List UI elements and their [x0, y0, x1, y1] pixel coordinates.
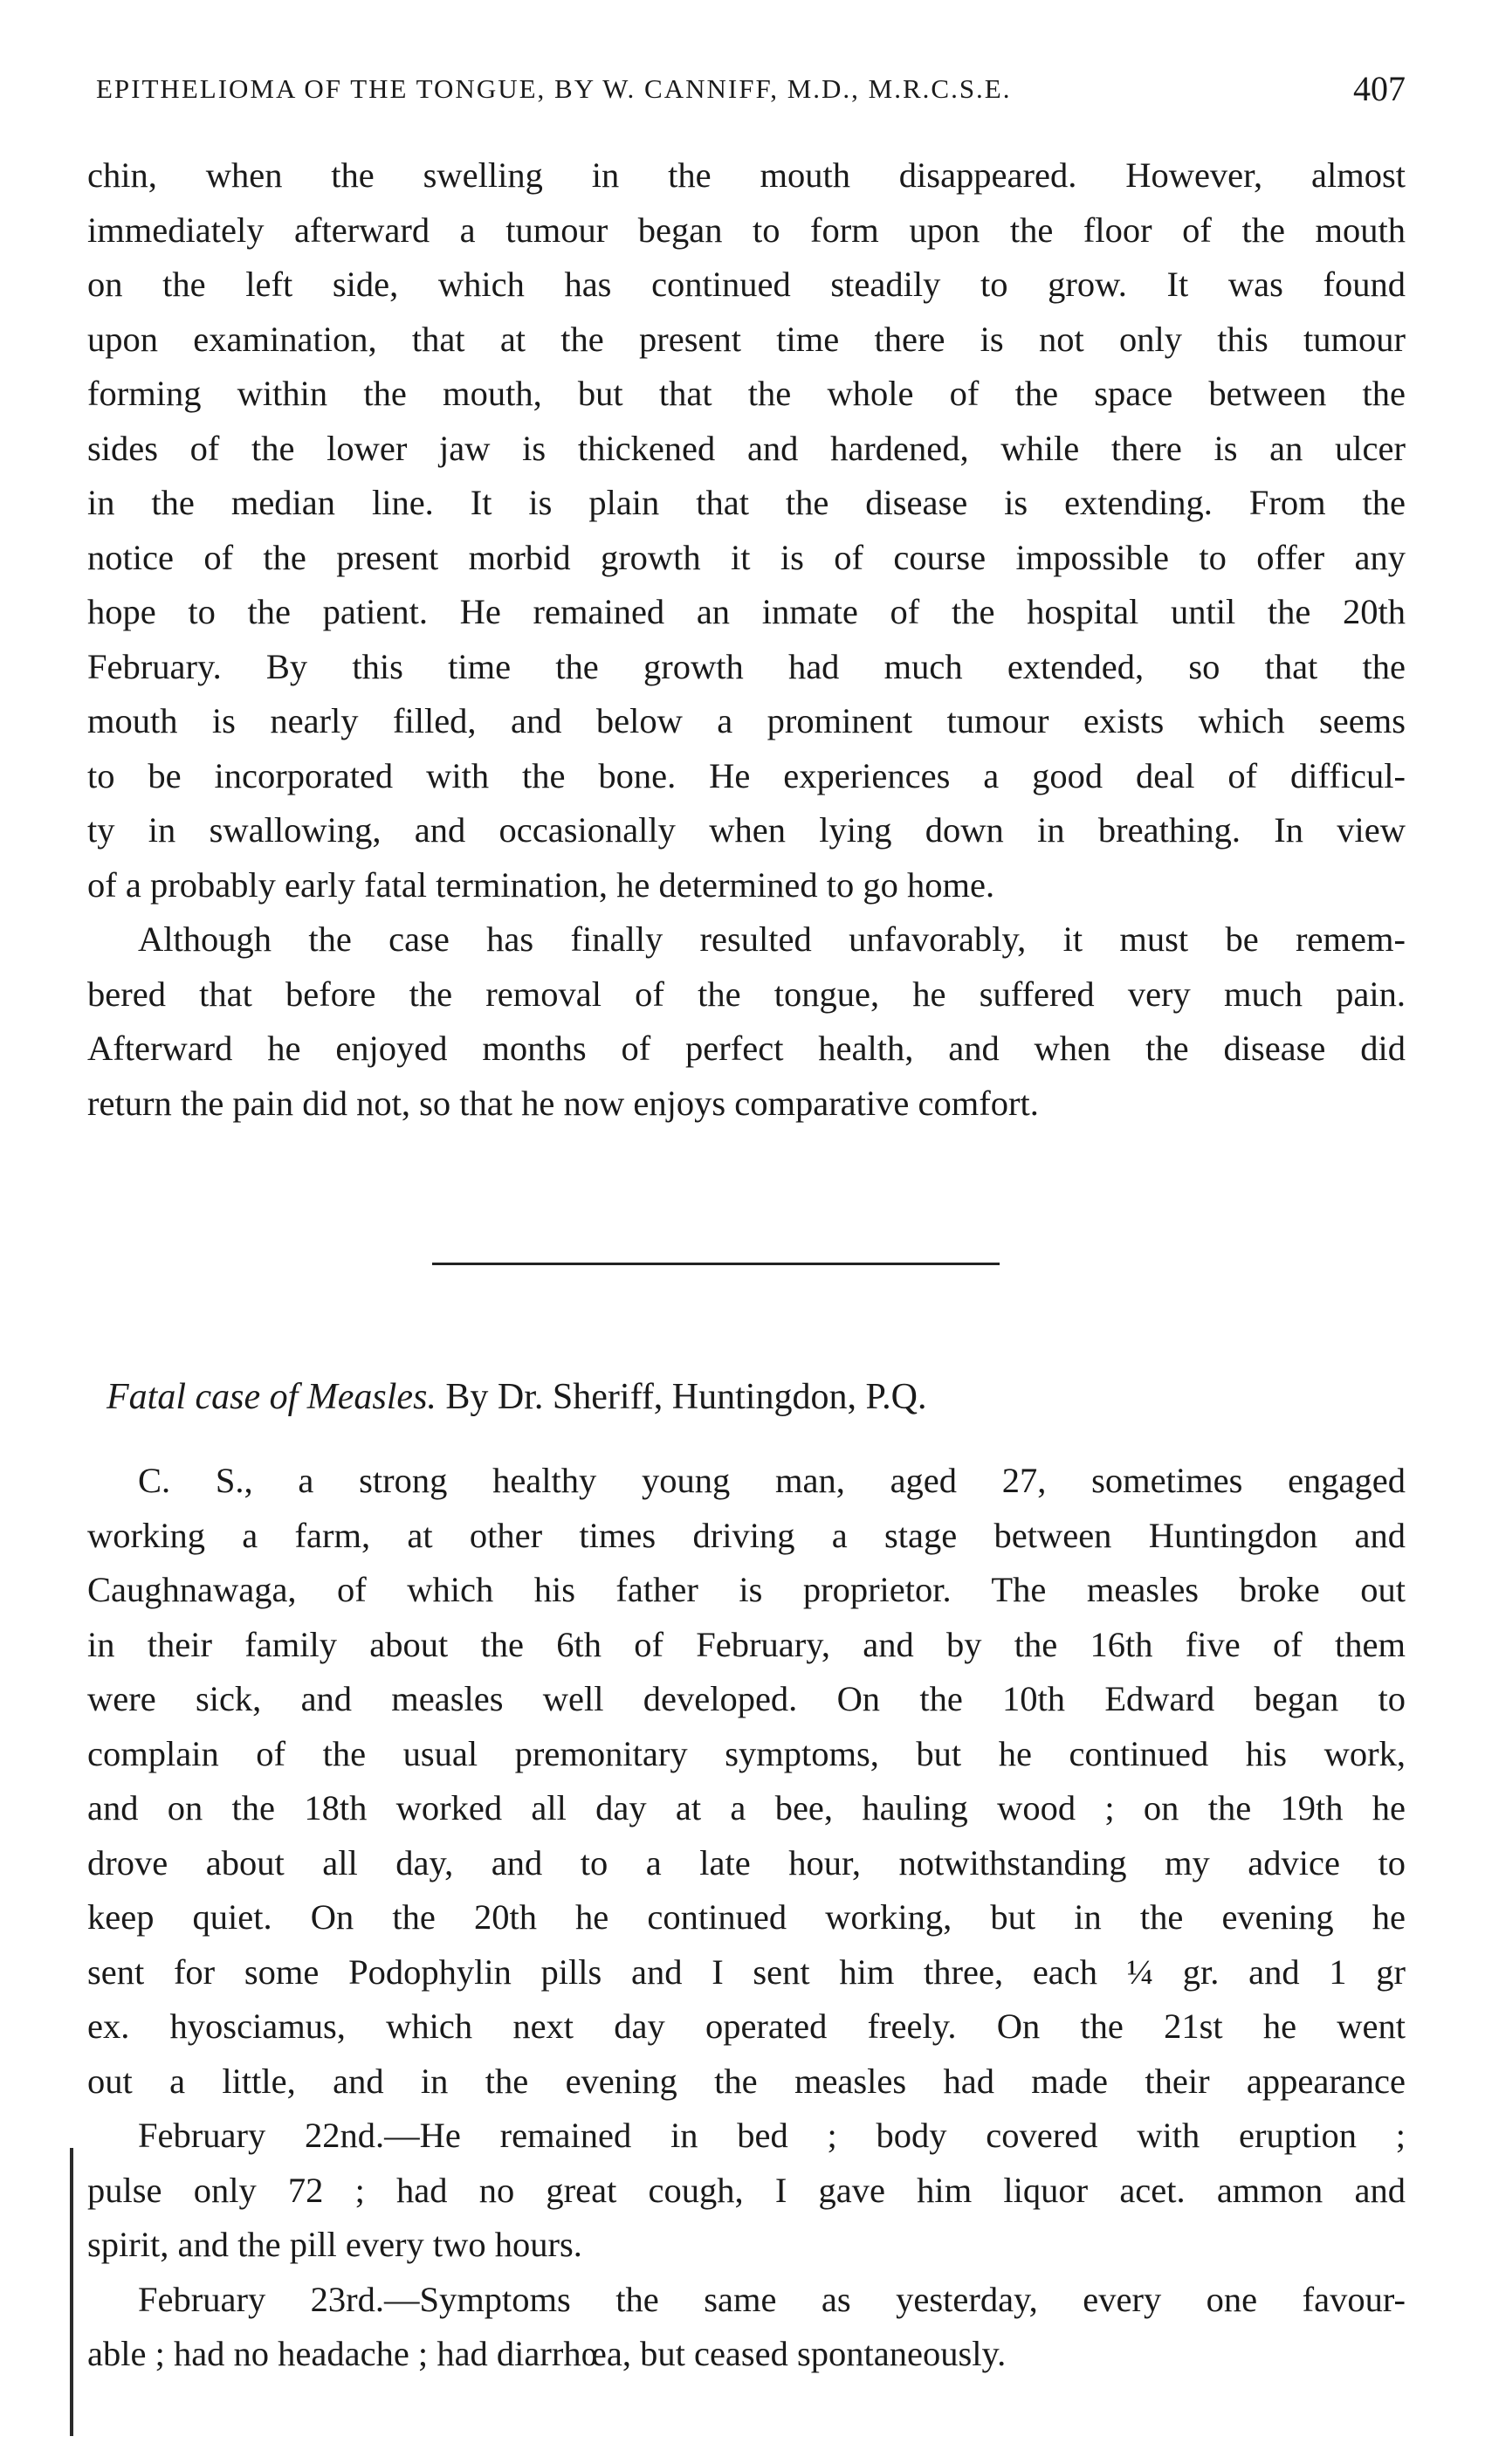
text-line: on the left side, which has continued steadily to grow. It was found — [87, 265, 1406, 304]
article-title — [107, 1366, 927, 1428]
running-head-title: EPITHELIOMA OF THE TONGUE, BY W. CANNIFF, M.D., M.R.C.S.E. — [96, 73, 1012, 104]
text-line: mouth is nearly filled, and below a prominent tumour exists which seems — [87, 701, 1406, 740]
text-line: drove about all day, and to a late hour, notwithstanding my advice to — [87, 1842, 1406, 1882]
text-line: pulse only 72 ; had no great cough, I gave him liquor acet. ammon and — [87, 2170, 1406, 2210]
text-line: in the median line. It is plain that the disease is extending. From the — [87, 483, 1406, 522]
text-line: in their family about the 6th of February, and by the 16th five of them — [87, 1624, 1406, 1664]
text-line: return the pain did not, so that he now enjoys comparative comfort. — [87, 1083, 1039, 1123]
text-line: chin, when the swelling in the mouth disappeared. However, almost — [87, 155, 1406, 195]
page-number: 407 — [1353, 69, 1406, 108]
text-line: out a little, and in the evening the measles had made their appearance — [87, 2061, 1406, 2101]
text-line: sent for some Podophylin pills and I sent him three, each ¼ gr. and 1 gr — [87, 1951, 1406, 1992]
text-line: to be incorporated with the bone. He experiences a good deal of difficul- — [87, 755, 1406, 795]
text-line: working a farm, at other times driving a stage between Huntingdon and — [87, 1515, 1406, 1555]
epithelioma-text-block — [87, 148, 1406, 1131]
text-line: forming within the mouth, but that the whole of the space between the — [87, 374, 1406, 413]
text-line: of a probably early fatal termination, he determined to go home. — [87, 864, 995, 905]
text-line: and on the 18th worked all day at a bee, hauling wood ; on the 19th he — [87, 1788, 1406, 1827]
text-line: were sick, and measles well developed. On the 10th Edward began to — [87, 1679, 1406, 1718]
text-line: notice of the present morbid growth it is of course impossible to offer any — [87, 537, 1406, 577]
measles-text-block — [87, 1454, 1406, 2382]
text-line: keep quiet. On the 20th he continued working, but in the evening he — [87, 1897, 1406, 1937]
text-line: immediately afterward a tumour began to form upon the floor of the mouth — [87, 210, 1406, 250]
text-line: upon examination, that at the present time there is not only this tumour — [87, 319, 1406, 359]
text-line: bered that before the removal of the tongue, he suffered very much pain. — [87, 974, 1406, 1014]
text-line: C. S., a strong healthy young man, aged 27, sometimes engaged — [138, 1461, 1406, 1500]
text-line: Although the case has finally resulted unfavorably, it must be remem- — [138, 919, 1406, 959]
text-line: sides of the lower jaw is thickened and hardened, while there is an ulcer — [87, 428, 1406, 468]
article-title-italic: Fatal case of Measles. — [107, 1377, 437, 1417]
text-line: February 23rd.—Symptoms the same as yesterday, every one favour- — [138, 2279, 1406, 2319]
text-line: Caughnawaga, of which his father is proprietor. The measles broke out — [87, 1570, 1406, 1609]
text-line: February. By this time the growth had much extended, so that the — [87, 646, 1406, 686]
text-line: spirit, and the pill every two hours. — [87, 2225, 582, 2264]
text-line: ex. hyosciamus, which next day operated freely. On the 21st he went — [87, 2006, 1406, 2046]
text-line: able ; had no headache ; had diarrhœa, but ceased spontaneously. — [87, 2334, 1007, 2373]
margin-scan-mark — [70, 2148, 73, 2436]
section-divider — [432, 1263, 1000, 1265]
text-line: Afterward he enjoyed months of perfect health, and when the disease did — [87, 1029, 1406, 1068]
text-line: hope to the patient. He remained an inmate of the hospital until the 20th — [87, 592, 1406, 631]
text-line: ty in swallowing, and occasionally when lying down in breathing. In view — [87, 810, 1406, 850]
text-line: complain of the usual premonitary symptoms, but he continued his work, — [87, 1733, 1406, 1773]
running-head — [96, 63, 1406, 115]
article-title-byline: By Dr. Sheriff, Huntingdon, P.Q. — [436, 1377, 927, 1417]
text-line: February 22nd.—He remained in bed ; body covered with eruption ; — [138, 2116, 1406, 2155]
